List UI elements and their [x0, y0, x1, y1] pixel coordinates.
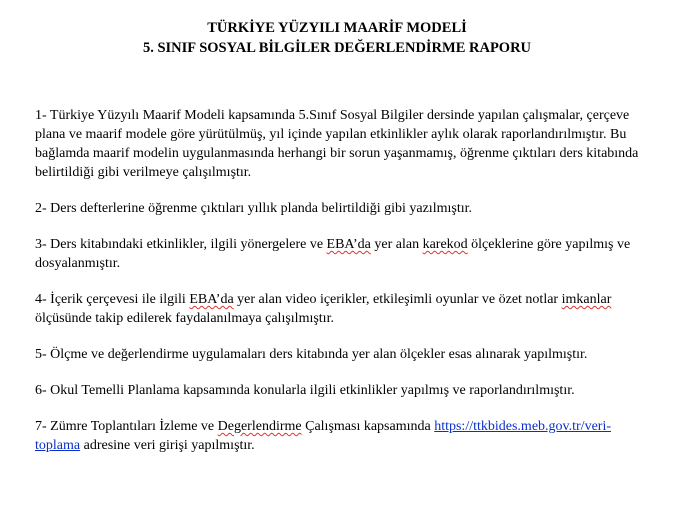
- report-title: [0, 0, 674, 58]
- item-3-text-c: ölçeklerine göre yapılmış ve dosyalanmıştır.: [35, 237, 631, 271]
- item-7-text-b: Çalışması kapsamında: [301, 419, 435, 434]
- report-item-1: 1- Türkiye Yüzyılı Maarif Modeli kapsamında 5.Sınıf Sosyal Bilgiler dersinde yapılan çalışmalar, çerçeve plana ve maarif modele göre yürütülmüş, yıl içinde yapılan etkinlikler aylık olarak raporlandırılmıştır. Bu bağlamda maarif modelin uygulanmasında herhangi bir sorun yaşanmamış, öğrenme çıktıları ders kitabında belirtildiği gibi verilmeye çalışılmıştır.: [35, 108, 639, 180]
- item-4-spell-imkanlar: imkanlar: [561, 292, 612, 307]
- report-item-6: 6- Okul Temelli Planlama kapsamında konularla ilgili etkinlikler yapılmış ve raporlandırılmıştır.: [35, 383, 575, 398]
- report-item-2: 2- Ders defterlerine öğrenme çıktıları yıllık planda belirtildiği gibi yazılmıştır.: [35, 201, 472, 216]
- veri-toplama-link[interactable]: https://ttkbides.meb.gov.tr/veri-toplama: [35, 419, 611, 453]
- item-4-text-a: 4- İçerik çerçevesi ile ilgili: [35, 292, 190, 307]
- item-7-text-a: 7- Zümre Toplantıları İzleme ve: [35, 419, 218, 434]
- item-4-text-c: ölçüsünde takip edilerek faydalanılmaya çalışılmıştır.: [35, 311, 334, 326]
- report-item-7: [35, 417, 652, 455]
- item-7-text-c: adresine veri girişi yapılmıştır.: [80, 438, 255, 453]
- item-3-spell-karekod: karekod: [422, 237, 468, 252]
- item-3-text-a: 3- Ders kitabındaki etkinlikler, ilgili yönergelere ve: [35, 237, 327, 252]
- title-line-1: TÜRKİYE YÜZYILI MAARİF MODELİ: [207, 20, 467, 36]
- report-item-5: 5- Ölçme ve değerlendirme uygulamaları ders kitabında yer alan ölçekler esas alınarak yapılmıştır.: [35, 347, 588, 362]
- title-line-2: 5. SINIF SOSYAL BİLGİLER DEĞERLENDİRME RAPORU: [142, 40, 532, 56]
- report-item-3: [35, 235, 652, 273]
- item-7-spell-degerlendirme: Degerlendirme: [217, 419, 302, 434]
- report-items: [35, 106, 652, 455]
- item-3-text-b: yer alan: [370, 237, 423, 252]
- item-4-spell-eba: EBA’da: [189, 292, 234, 307]
- item-4-text-b: yer alan video içerikler, etkileşimli oyunlar ve özet notlar: [233, 292, 562, 307]
- report-item-4: [35, 290, 652, 328]
- item-3-spell-eba: EBA’da: [326, 237, 371, 252]
